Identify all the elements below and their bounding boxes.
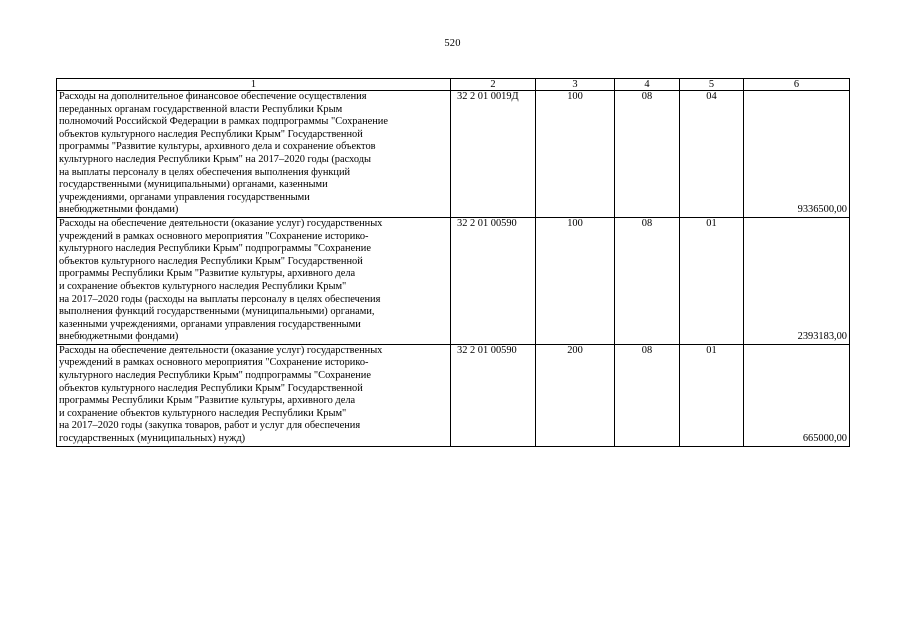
row-subsection: 01: [680, 217, 744, 344]
column-header: 2: [451, 79, 536, 91]
column-header: 6: [744, 79, 850, 91]
row-description: Расходы на обеспечение деятельности (оказание услуг) государственных учреждений в рамках основного мероприятия "Сохранение историко- культурного наследия Республики Крым" подпрограммы "Сохранение объектов культурного наследия Республики Крым" Государственной программы Республики Крым "Развитие культуры, архивного дела и сохранение объектов культурного наследия Республики Крым" на 2017–2020 годы (расходы на выплаты персоналу в целях обеспечения выполнения функций государственными (муниципальными) органами, казенными учреждениями, органами управления государственными внебюджетными фондами): [57, 217, 451, 344]
column-header: 4: [615, 79, 680, 91]
row-subsection: 01: [680, 344, 744, 446]
budget-table: [56, 78, 850, 447]
table-row: [57, 217, 850, 344]
row-target-code: 32 2 01 0019Д: [451, 91, 536, 218]
row-description: Расходы на дополнительное финансовое обеспечение осуществления переданных органам государственной власти Республики Крым полномочий Российской Федерации в рамках подпрограммы "Сохранение объектов культурного наследия Республики Крым" Государственной программы "Развитие культуры, архивного дела и сохранение объектов культурного наследия Республики Крым" на 2017–2020 годы (расходы на выплаты персоналу в целях обеспечения выполнения функций государственными (муниципальными) органами, казенными учреждениями, органами управления государственными внебюджетными фондами): [57, 91, 451, 218]
row-expense-type: 100: [536, 217, 615, 344]
column-header: 1: [57, 79, 451, 91]
row-section: 08: [615, 344, 680, 446]
row-section: 08: [615, 217, 680, 344]
row-amount: 665000,00: [744, 344, 850, 446]
table-header-row: [57, 79, 850, 91]
column-header: 3: [536, 79, 615, 91]
table-row: [57, 344, 850, 446]
page-number: 520: [444, 38, 461, 49]
column-header: 5: [680, 79, 744, 91]
row-amount: 2393183,00: [744, 217, 850, 344]
row-target-code: 32 2 01 00590: [451, 217, 536, 344]
row-subsection: 04: [680, 91, 744, 218]
row-expense-type: 200: [536, 344, 615, 446]
row-description: Расходы на обеспечение деятельности (оказание услуг) государственных учреждений в рамках основного мероприятия "Сохранение историко- культурного наследия Республики Крым" подпрограммы "Сохранение объектов культурного наследия Республики Крым" Государственной программы Республики Крым "Развитие культуры, архивного дела и сохранение объектов культурного наследия Республики Крым" на 2017–2020 годы (закупка товаров, работ и услуг для обеспечения государственных (муниципальных) нужд): [57, 344, 451, 446]
row-expense-type: 100: [536, 91, 615, 218]
row-section: 08: [615, 91, 680, 218]
table-row: [57, 91, 850, 218]
row-amount: 9336500,00: [744, 91, 850, 218]
row-target-code: 32 2 01 00590: [451, 344, 536, 446]
